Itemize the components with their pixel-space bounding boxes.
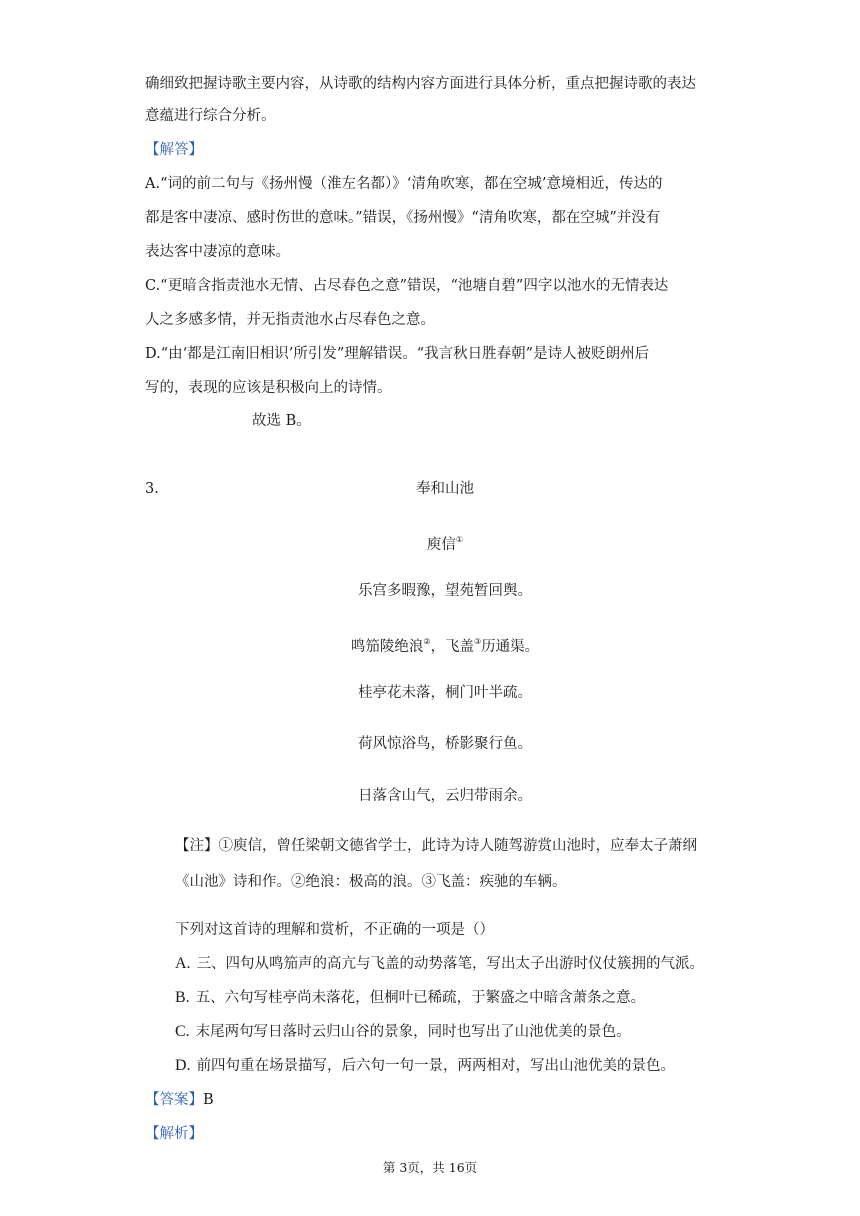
option-a [175,954,704,974]
analysis-text-line: 意蕴进行综合分析。 [145,108,276,124]
poem-author [0,530,860,555]
answer-line [145,1090,214,1110]
solution-c-line: 人之多感多情，并无指责池水占尽春色之意。 [145,312,435,328]
footnote-marker: ② [423,637,431,646]
poem-line [0,632,860,657]
page-footer: 第 3页，共 16页 [382,1160,478,1175]
poem-line-part: ，飞盖 [430,639,474,655]
solution-a-line: 表达客中凄凉的意味。 [145,244,290,260]
question-stem: 下列对这首诗的理解和赏析，不正确的一项是（） [175,922,494,938]
answer-value: B [203,1092,214,1108]
option-d [175,1056,675,1076]
poem-note-line: 【注】①庾信，曾任梁朝文德省学士，此诗为诗人随驾游赏山池时，应奉太子萧纲 [175,838,697,854]
question-number: 3. [145,481,159,497]
poem-line: 桂亭花未落，桐门叶半疏。 [358,685,532,701]
poem-note-line: 《山池》诗和作。②绝浪：极高的浪。③飞盖：疾驰的车辆。 [175,874,567,890]
option-letter: D. [175,1057,191,1074]
option-letter: B. [175,989,190,1006]
option-letter: C. [175,1023,190,1040]
poem-line: 日落含山气，云归带雨余。 [358,788,532,804]
poem-title: 奉和山池 [416,481,474,497]
option-b [175,988,645,1008]
poem-line: 乐宫多暇豫，望苑暂回舆。 [358,583,532,599]
solution-a-line: 都是客中凄凉、感时伤世的意味。”错误，《扬州慢》“清角吹寒，都在空城”并没有 [145,210,661,226]
poem-line: 荷风惊浴鸟，桥影聚行鱼。 [358,736,532,752]
option-c [175,1022,631,1042]
footnote-marker: ① [455,535,464,544]
solution-d-line: 写的，表现的应该是积极向上的诗情。 [145,380,392,396]
poem-author-name: 庾信 [426,537,456,553]
option-letter: A. [175,955,191,972]
option-text: 三、四句从鸣笳声的高亢与飞盖的动势落笔，写出太子出游时仪仗簇拥的气派。 [196,956,705,972]
solution-d-line: D.“由‘都是江南旧相识’所引发”理解错误。“我言秋日胜春朝”是诗人被贬朗州后 [145,346,650,362]
poem-line-part: 历通渠。 [481,639,540,655]
poem-line-part: 鸣笳陵绝浪 [350,639,424,655]
option-text: 五、六句写桂亭尚未落花，但桐叶已稀疏，于繁盛之中暗含萧条之意。 [195,990,646,1006]
analysis-label: 【解析】 [145,1126,203,1142]
solution-final-choice: 故选 B。 [252,413,311,429]
answer-label: 【答案】 [145,1092,203,1108]
option-text: 前四句重在场景描写，后六句一句一景，两两相对，写出山池优美的景色。 [196,1058,676,1074]
footnote-marker: ③ [474,637,482,646]
analysis-text-line: 确细致把握诗歌主要内容，从诗歌的结构内容方面进行具体分析，重点把握诗歌的表达 [145,76,696,92]
solution-c-line: C.“更暗含指责池水无情、占尽春色之意”错误，“池塘自碧”四字以池水的无情表达 [145,278,669,294]
option-text: 末尾两句写日落时云归山谷的景象，同时也写出了山池优美的景色。 [195,1024,631,1040]
solution-heading: 【解答】 [145,142,203,158]
solution-a-line: A.“词的前二句与《扬州慢（淮左名都）》‘清角吹寒，都在空城’意境相近，传达的 [145,176,663,192]
